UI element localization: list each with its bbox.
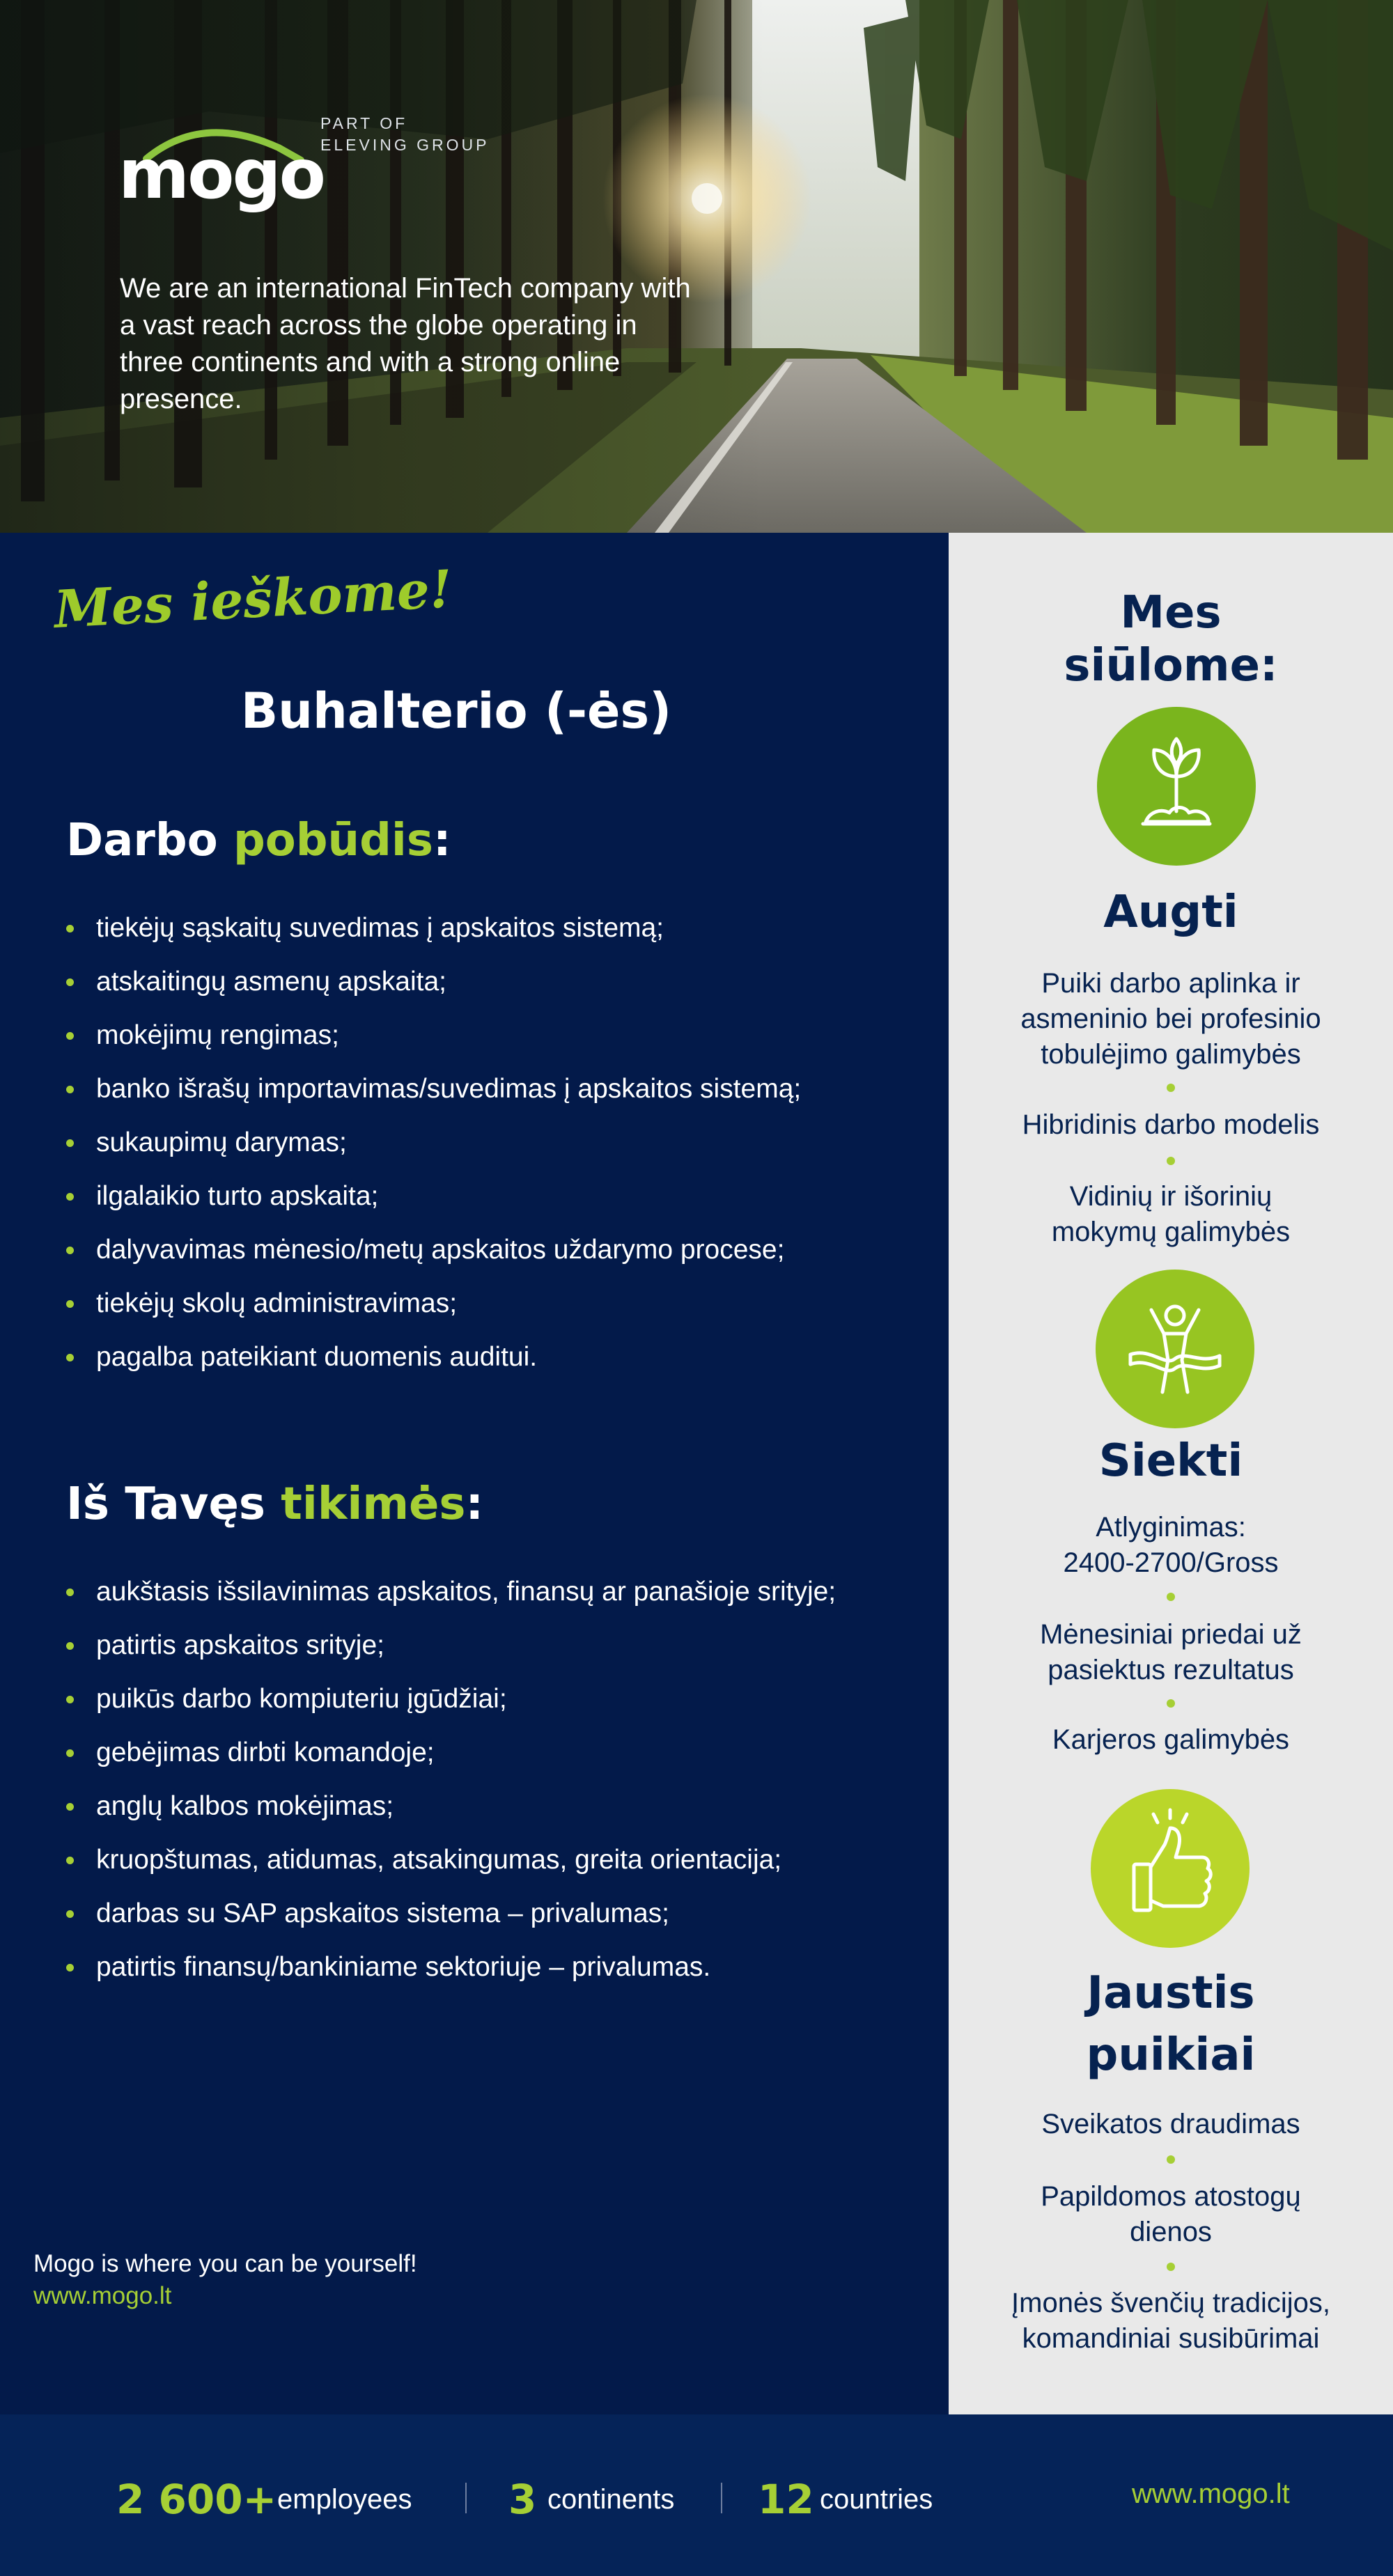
benefit-reach-item3: Karjeros galimybės [1052,1724,1290,1755]
benefits-heading-line1: Mes [1120,587,1222,639]
list-item: banko išrašų importavimas/suvedimas į apskaitos sistemą; [66,1072,801,1126]
benefit-reach-item1 [956,1510,1386,1581]
benefit-grow-item1 [956,966,1386,1072]
benefit-grow-item2: Hibridinis darbo modelis [1022,1109,1320,1140]
heading-highlight: pobūdis [233,815,433,866]
text-line: asmeninio bei profesinio [1020,1004,1321,1034]
benefit-title-reach: Siekti [1098,1435,1243,1487]
benefit-title-grow: Augti [1103,887,1238,938]
logo-tagline-line2: ELEVING GROUP [320,136,490,154]
company-stats-bar [0,2414,1393,2576]
text-line: tobulėjimo galimybės [1041,1039,1301,1070]
stat-divider [465,2483,467,2513]
hero-banner [0,0,1393,533]
list-item: patirtis finansų/bankiniame sektoriuje – privalumas. [66,1951,836,2004]
heading-plain: Iš Tavęs [66,1478,281,1530]
footer-tagline: Mogo is where you can be yourself! [33,2250,417,2277]
section-heading-duties [66,815,451,866]
list-item: kruopštumas, atidumas, atsakingumas, greita orientacija; [66,1843,836,1897]
separator-dot [1167,1593,1175,1601]
heading-colon: : [433,815,451,866]
plant-sprout-icon [1097,707,1256,866]
benefits-panel [949,533,1393,2414]
text-line: Jaustis [1087,1967,1255,2019]
forest-road-photo [0,0,1393,533]
stat-employees-number: 2 600+ [116,2476,277,2523]
list-item: aukštasis išsilavinimas apskaitos, finansų ar panašioje srityje; [66,1575,836,1629]
benefit-feel-item1: Sveikatos draudimas [1041,2109,1300,2139]
list-item: ilgalaikio turto apskaita; [66,1180,801,1233]
logo-tagline [320,113,543,156]
text-line: Mėnesiniai priedai už [1040,1619,1302,1650]
heading-highlight: tikimės [281,1478,466,1530]
heading-plain: Darbo [66,815,233,866]
script-heading: Mes ieškome! [52,559,454,640]
list-item: tiekėjų sąskaitų suvedimas į apskaitos sistemą; [66,912,801,965]
separator-dot [1167,1699,1175,1708]
separator-dot [1167,2263,1175,2271]
benefits-heading-line2: siūlome: [1064,639,1278,692]
text-line: pasiektus rezultatus [1048,1655,1294,1685]
list-item: tiekėjų skolų administravimas; [66,1287,801,1341]
benefit-title-feel [949,1962,1393,2086]
benefit-reach-item2 [956,1617,1386,1688]
duties-list [66,912,801,1394]
text-line: Vidinių ir išorinių [1069,1181,1273,1212]
text-line: komandiniai susibūrimai [1022,2323,1320,2354]
website-link[interactable]: www.mogo.lt [1132,2479,1290,2509]
list-item: gebėjimas dirbti komandoje; [66,1736,836,1790]
list-item: dalyvavimas mėnesio/metų apskaitos uždarymo procese; [66,1233,801,1287]
heading-colon: : [465,1478,484,1530]
list-item: puikūs darbo kompiuteriu įgūdžiai; [66,1683,836,1736]
stat-continents-label: continents [547,2484,675,2515]
text-line: Papildomos atostogų [1041,2181,1301,2212]
list-item: pagalba pateikiant duomenis auditui. [66,1341,801,1394]
stat-continents-number: 3 [508,2476,537,2523]
logo-tagline-line1: PART OF [320,114,408,132]
text-line: Atlyginimas: [1096,1512,1246,1543]
list-item: patirtis apskaitos srityje; [66,1629,836,1683]
text-line: Įmonės švenčių tradicijos, [1011,2288,1330,2318]
separator-dot [1167,1157,1175,1165]
finish-line-runner-icon [1096,1270,1254,1428]
website-link[interactable]: www.mogo.lt [33,2282,172,2309]
stat-employees-label: employees [277,2484,412,2515]
benefit-feel-item3 [956,2286,1386,2357]
text-line: dienos [1130,2217,1212,2247]
company-description: We are an international FinTech company with a vast reach across the globe operating in three continents and with a strong online presence. [120,273,691,414]
list-item: anglų kalbos mokėjimas; [66,1790,836,1843]
text-line: puikiai [1086,2029,1256,2081]
list-item: atskaitingų asmenų apskaita; [66,965,801,1019]
stat-divider [721,2483,722,2513]
separator-dot [1167,2155,1175,2164]
list-item: mokėjimų rengimas; [66,1019,801,1072]
requirements-list [66,1575,836,2004]
stat-countries-label: countries [820,2484,933,2515]
benefit-feel-item2 [956,2179,1386,2250]
section-heading-requirements [66,1478,483,1530]
text-line: 2400-2700/Gross [1063,1547,1279,1578]
list-item: sukaupimų darymas; [66,1126,801,1180]
text-line: Puiki darbo aplinka ir [1041,968,1300,999]
footer-note [33,2248,417,2312]
stat-countries-number: 12 [758,2476,814,2523]
job-title: Buhalterio (-ės) [240,682,672,740]
logo-wordmark: mogo [118,135,324,214]
benefit-grow-item3 [956,1179,1386,1250]
list-item: darbas su SAP apskaitos sistema – privalumas; [66,1897,836,1951]
thumbs-up-icon [1091,1789,1250,1948]
text-line: mokymų galimybės [1051,1217,1291,1247]
job-details-panel [0,533,949,2414]
benefits-heading [949,587,1393,692]
separator-dot [1167,1084,1175,1092]
